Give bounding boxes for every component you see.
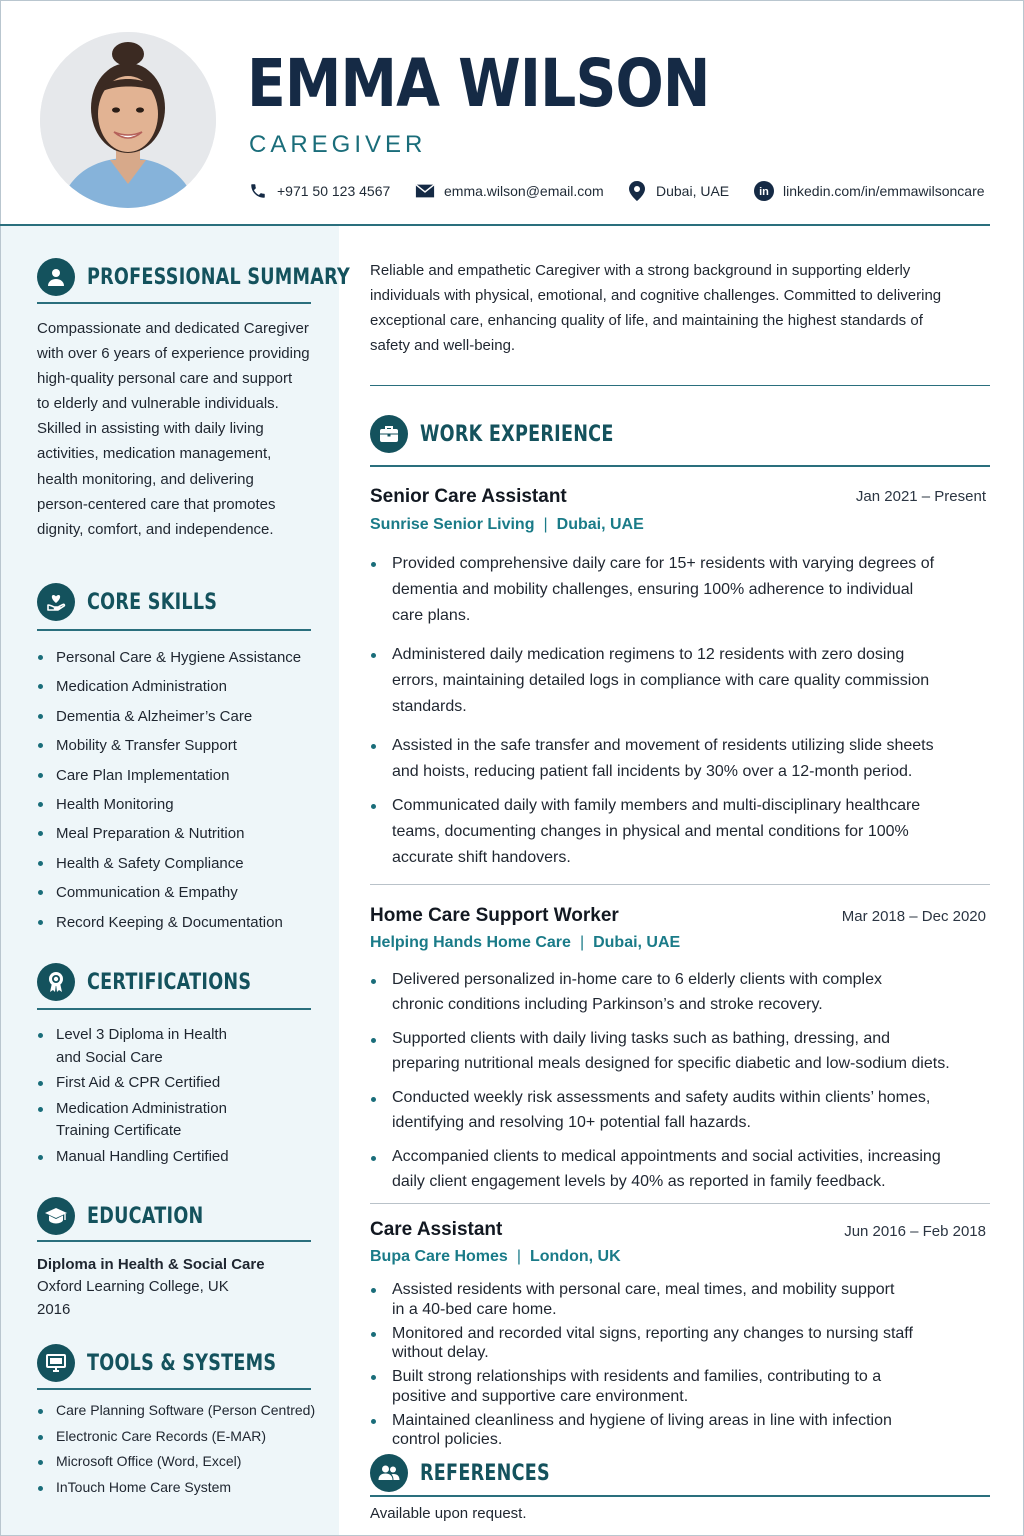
certifications-title: CERTIFICATIONS bbox=[87, 969, 252, 995]
main-summary: Reliable and empathetic Caregiver with a strong background in supporting elderly individuals with physical, emotional, and cognitive challenges. Committed to delivering exceptional care, enhancing quality of life, and maintaining the highest standards of safety and well-being. bbox=[370, 262, 942, 355]
list-item: InTouch Home Care System bbox=[37, 1475, 332, 1501]
list-item: Assisted in the safe transfer and movement of residents utilizing slide sheets and hoists, reducing patient fall incidents by 30% over a 12-month period. bbox=[370, 733, 970, 785]
job-bullets bbox=[370, 968, 970, 1204]
list-item: Health & Safety Compliance bbox=[37, 849, 327, 878]
job-company: Sunrise Senior Living | Dubai, UAE bbox=[370, 516, 644, 533]
references-heading bbox=[370, 1454, 582, 1492]
candidate-role: CAREGIVER bbox=[249, 131, 427, 158]
contact-location: Dubai, UAE bbox=[627, 178, 729, 204]
skills-rule bbox=[37, 629, 311, 631]
list-item: Administered daily medication regimens to 12 residents with zero dosing errors, maintaining detailed logs in compliance with care quality commission standards. bbox=[370, 642, 970, 720]
list-item: Communication & Empathy bbox=[37, 878, 327, 907]
summary-divider bbox=[370, 385, 990, 386]
summary-text: Compassionate and dedicated Caregiver with over 6 years of experience providing high-quality personal care and support to elderly and vulnerable individuals. Skilled in assisting with daily living activities, medication management, health monitoring, and delivering person-centered care that promotes dignity, comfort, and independence. bbox=[37, 320, 310, 538]
list-item: Supported clients with daily living tasks such as bathing, dressing, and preparing nutritional meals designed for specific diabetic and low-sodium diets. bbox=[370, 1027, 970, 1077]
tools-title: TOOLS & SYSTEMS bbox=[87, 1350, 277, 1376]
svg-text:in: in bbox=[759, 186, 769, 198]
contact-row bbox=[248, 178, 1008, 204]
briefcase-icon bbox=[370, 415, 408, 453]
list-item: Monitored and recorded vital signs, reporting any changes to nursing staff without delay. bbox=[370, 1324, 970, 1363]
list-item: Maintained cleanliness and hygiene of living areas in line with infection control policies. bbox=[370, 1411, 970, 1450]
education-school: Oxford Learning College, UK bbox=[37, 1278, 229, 1296]
education-degree: Diploma in Health & Social Care bbox=[37, 1256, 265, 1273]
list-item: Communicated daily with family members and multi-disciplinary healthcare teams, documenting changes in physical and mental conditions for 100% accurate shift handovers. bbox=[370, 793, 970, 871]
linkedin-icon bbox=[754, 181, 774, 201]
list-item: Medication Administration Training Certificate bbox=[37, 1098, 327, 1143]
list-item: Delivered personalized in-home care to 6 elderly clients with complex chronic conditions including Parkinson’s and stroke recovery. bbox=[370, 968, 970, 1018]
job-company: Helping Hands Home Care | Dubai, UAE bbox=[370, 934, 681, 951]
job-title: Care Assistant bbox=[370, 1219, 503, 1240]
summary-heading bbox=[37, 258, 416, 296]
references-rule bbox=[370, 1495, 990, 1497]
education-heading bbox=[37, 1197, 233, 1235]
job-dates: Jun 2016 – Feb 2018 bbox=[844, 1223, 986, 1240]
list-item: Personal Care & Hygiene Assistance bbox=[37, 643, 327, 672]
job-divider bbox=[370, 884, 990, 885]
job-divider bbox=[370, 1203, 990, 1204]
contact-email[interactable]: emma.wilson@email.com bbox=[415, 178, 604, 204]
list-item: Dementia & Alzheimer’s Care bbox=[37, 702, 327, 731]
user-icon bbox=[37, 258, 75, 296]
skills-list bbox=[37, 643, 327, 937]
list-item: First Aid & CPR Certified bbox=[37, 1072, 327, 1095]
summary-title: PROFESSIONAL SUMMARY bbox=[87, 264, 350, 290]
certifications-list bbox=[37, 1024, 327, 1171]
job-company: Bupa Care Homes | London, UK bbox=[370, 1248, 621, 1265]
experience-rule bbox=[370, 465, 990, 467]
tools-heading bbox=[37, 1344, 324, 1382]
job-bullets bbox=[370, 1280, 970, 1454]
education-title: EDUCATION bbox=[87, 1203, 204, 1229]
list-item: Mobility & Transfer Support bbox=[37, 731, 327, 760]
candidate-name: EMMA WILSON bbox=[247, 45, 710, 122]
job-bullets bbox=[370, 551, 970, 884]
list-item: Accompanied clients to medical appointments and social activities, increasing daily client engagement levels by 40% as reported in family feedback. bbox=[370, 1145, 970, 1195]
envelope-icon bbox=[415, 181, 435, 201]
contact-phone[interactable]: +971 50 123 4567 bbox=[248, 178, 390, 204]
list-item: Built strong relationships with residents and families, contributing to a positive and supportive care environment. bbox=[370, 1367, 970, 1406]
skills-title: CORE SKILLS bbox=[87, 589, 218, 615]
references-text: Available upon request. bbox=[370, 1505, 527, 1522]
tools-list bbox=[37, 1398, 332, 1500]
education-year: 2016 bbox=[37, 1300, 71, 1318]
award-ribbon-icon bbox=[37, 963, 75, 1001]
list-item: Care Planning Software (Person Centred) bbox=[37, 1398, 332, 1424]
certifications-heading bbox=[37, 963, 292, 1001]
education-rule bbox=[37, 1240, 311, 1242]
skills-heading bbox=[37, 583, 250, 621]
job-dates: Mar 2018 – Dec 2020 bbox=[841, 908, 986, 925]
resume-header bbox=[0, 0, 1024, 226]
list-item: Care Plan Implementation bbox=[37, 761, 327, 790]
monitor-icon bbox=[37, 1344, 75, 1382]
list-item: Microsoft Office (Word, Excel) bbox=[37, 1449, 332, 1475]
list-item: Record Keeping & Documentation bbox=[37, 908, 327, 937]
phone-icon bbox=[248, 181, 268, 201]
list-item: Level 3 Diploma in Health and Social Care bbox=[37, 1024, 327, 1069]
list-item: Manual Handling Certified bbox=[37, 1146, 327, 1169]
references-title: REFERENCES bbox=[420, 1460, 550, 1486]
job-title: Senior Care Assistant bbox=[370, 486, 567, 507]
graduation-cap-icon bbox=[37, 1197, 75, 1235]
list-item: Medication Administration bbox=[37, 672, 327, 701]
heart-hand-icon bbox=[37, 583, 75, 621]
education-entry bbox=[37, 1254, 265, 1321]
tools-rule bbox=[37, 1388, 311, 1390]
list-item: Conducted weekly risk assessments and safety audits within clients’ homes, identifying and resolving 10+ potential fall hazards. bbox=[370, 1086, 970, 1136]
location-pin-icon bbox=[627, 181, 647, 201]
experience-title: WORK EXPERIENCE bbox=[420, 421, 614, 447]
summary-rule bbox=[37, 302, 311, 304]
list-item: Health Monitoring bbox=[37, 790, 327, 819]
list-item: Assisted residents with personal care, meal times, and mobility support in a 40-bed care home. bbox=[370, 1280, 970, 1319]
experience-heading bbox=[370, 415, 662, 453]
job-title: Home Care Support Worker bbox=[370, 905, 619, 926]
list-item: Meal Preparation & Nutrition bbox=[37, 819, 327, 848]
contact-linkedin[interactable]: in linkedin.com/in/emmawilsoncare bbox=[754, 178, 985, 204]
profile-photo bbox=[40, 32, 216, 208]
people-icon bbox=[370, 1454, 408, 1492]
job-dates: Jan 2021 – Present bbox=[855, 488, 986, 505]
list-item: Electronic Care Records (E-MAR) bbox=[37, 1424, 332, 1450]
list-item: Provided comprehensive daily care for 15+ residents with varying degrees of dementia and mobility challenges, ensuring 100% adherence to individual care plans. bbox=[370, 551, 970, 629]
certifications-rule bbox=[37, 1008, 311, 1010]
